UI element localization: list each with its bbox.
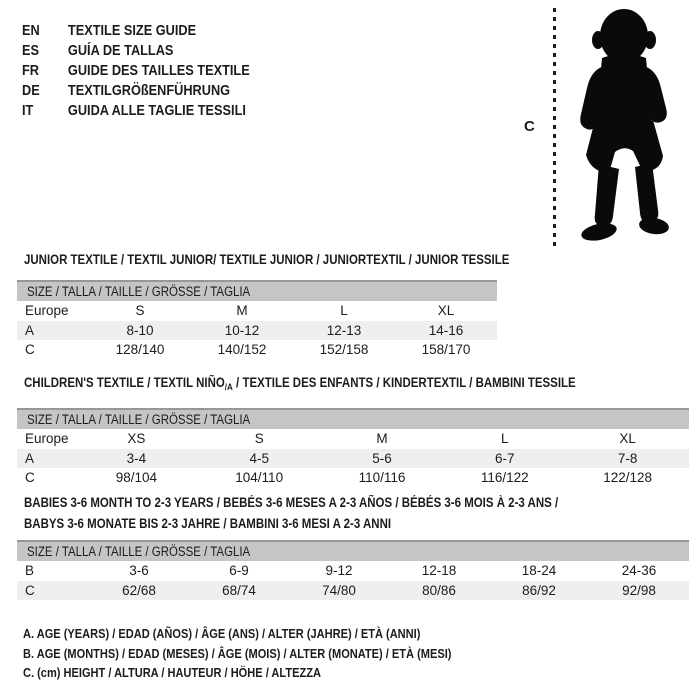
language-row [22,101,250,121]
table-title-line1: BABIES 3-6 MONTH TO 2-3 YEARS / BEBÉS 3-6 MESES A 2-3 AÑOS / BÉBÉS 3-6 MOIS À 2-3 ANS / [24,495,559,510]
babies-size-table [17,495,689,600]
table-cell: S [254,431,264,446]
language-row [22,41,250,61]
table-cell: 5-6 [372,450,392,466]
table-title-subscript: /A [224,382,233,393]
table-cell: 10-12 [224,322,260,338]
height-measure-dashed-line [553,8,556,246]
table-cell: 98/104 [115,470,158,485]
language-code: ES [22,42,40,59]
table-row [17,468,689,488]
size-header-text: SIZE / TALLA / TAILLE / GRÖSSE / TAGLIA [27,412,251,427]
table-cell: 3-4 [126,450,147,466]
table-title-line2: BABYS 3-6 MONATE BIS 2-3 JAHRE / BAMBINI 3-6 MESI A 2-3 ANNI [24,516,392,531]
language-code: DE [22,82,40,99]
language-title: TEXTILGRÖßENFÜHRUNG [67,82,231,99]
table-cell: 80/86 [422,582,456,598]
toddler-silhouette-icon [562,6,696,248]
table-cell: M [376,431,388,446]
table-cell: 6-9 [229,563,249,578]
table-cell: M [236,303,248,318]
legend-line-c: C. (cm) HEIGHT / ALTURA / HAUTEUR / HÖHE / ALTEZZA [23,665,321,680]
measure-legend [23,624,527,683]
table-cell: XS [127,431,146,446]
language-title: GUIDA ALLE TAGLIE TESSILI [67,102,246,119]
language-title: TEXTILE SIZE GUIDE [67,22,197,39]
table-cell: L [501,431,509,446]
table-cell: 7-8 [617,450,638,466]
table-row [17,429,689,449]
language-title: GUÍA DE TALLAS [67,42,174,59]
legend-line-b: B. AGE (MONTHS) / EDAD (MESES) / ÂGE (MOIS) / ALTER (MONATE) / ETÀ (MESI) [23,645,452,661]
table-title [24,375,589,395]
table-row [17,340,497,360]
table-cell: 152/158 [319,342,369,357]
language-title-list [22,21,290,121]
table-cell: 92/98 [622,582,656,598]
row-label: B [25,563,35,578]
table-row [17,561,689,581]
children-size-table [17,375,689,488]
language-code: FR [22,62,39,79]
table-cell: 12-18 [421,563,457,578]
junior-size-table [17,252,510,360]
language-row [22,61,250,81]
table-cell: 68/74 [222,582,256,598]
row-label: Europe [25,303,69,318]
table-cell: 9-12 [325,563,353,578]
row-label: C [25,470,35,485]
table-cell: XL [619,431,636,446]
row-label: A [25,322,35,338]
language-code: IT [22,102,34,119]
table-cell: 158/170 [421,342,471,357]
language-code: EN [22,22,40,39]
table-row [17,449,689,469]
language-row [22,81,250,101]
table-row [17,321,497,341]
table-cell: 6-7 [495,450,515,466]
table-cell: 86/92 [522,582,556,598]
size-header-text: SIZE / TALLA / TAILLE / GRÖSSE / TAGLIA [27,544,251,559]
table-cell: L [340,303,348,318]
table-cell: 12-13 [326,322,362,338]
size-header-band [17,408,689,429]
table-cell: 104/110 [235,470,284,485]
table-cell: 74/80 [322,582,356,598]
table-cell: 140/152 [217,342,267,357]
table-title-part: CHILDREN'S TEXTILE / TEXTIL NIÑO [24,375,225,390]
table-row [17,301,497,321]
table-title: JUNIOR TEXTILE / TEXTIL JUNIOR/ TEXTILE JUNIOR / JUNIORTEXTIL / JUNIOR TESSILE [24,252,510,267]
row-label: A [25,450,35,466]
table-cell: 4-5 [249,450,269,466]
table-cell: S [135,303,145,318]
row-label: C [25,582,35,598]
size-header-band [17,280,497,301]
table-cell: 116/122 [480,470,529,485]
table-cell: 18-24 [521,563,557,578]
table-cell: 3-6 [129,563,149,578]
table-cell: 24-36 [621,563,657,578]
table-cell: 8-10 [126,322,154,338]
table-cell: 110/116 [358,470,406,485]
legend-line-a: A. AGE (YEARS) / EDAD (AÑOS) / ÂGE (ANS) / ALTER (JAHRE) / ETÀ (ANNI) [23,626,421,641]
table-cell: 62/68 [122,582,156,598]
size-header-band [17,540,689,561]
table-row [17,581,689,601]
size-header-text: SIZE / TALLA / TAILLE / GRÖSSE / TAGLIA [27,284,251,299]
table-title-part: / TEXTILE DES ENFANTS / KINDERTEXTIL / BAMBINI TESSILE [232,375,576,390]
row-label: C [25,342,35,357]
height-measure-label: C [524,118,535,135]
language-title: GUIDE DES TAILLES TEXTILE [67,62,250,79]
table-cell: XL [437,303,455,318]
row-label: Europe [25,431,69,446]
table-cell: 14-16 [428,322,464,338]
table-cell: 128/140 [115,342,165,357]
table-cell: 122/128 [603,470,652,485]
language-row [22,21,250,41]
